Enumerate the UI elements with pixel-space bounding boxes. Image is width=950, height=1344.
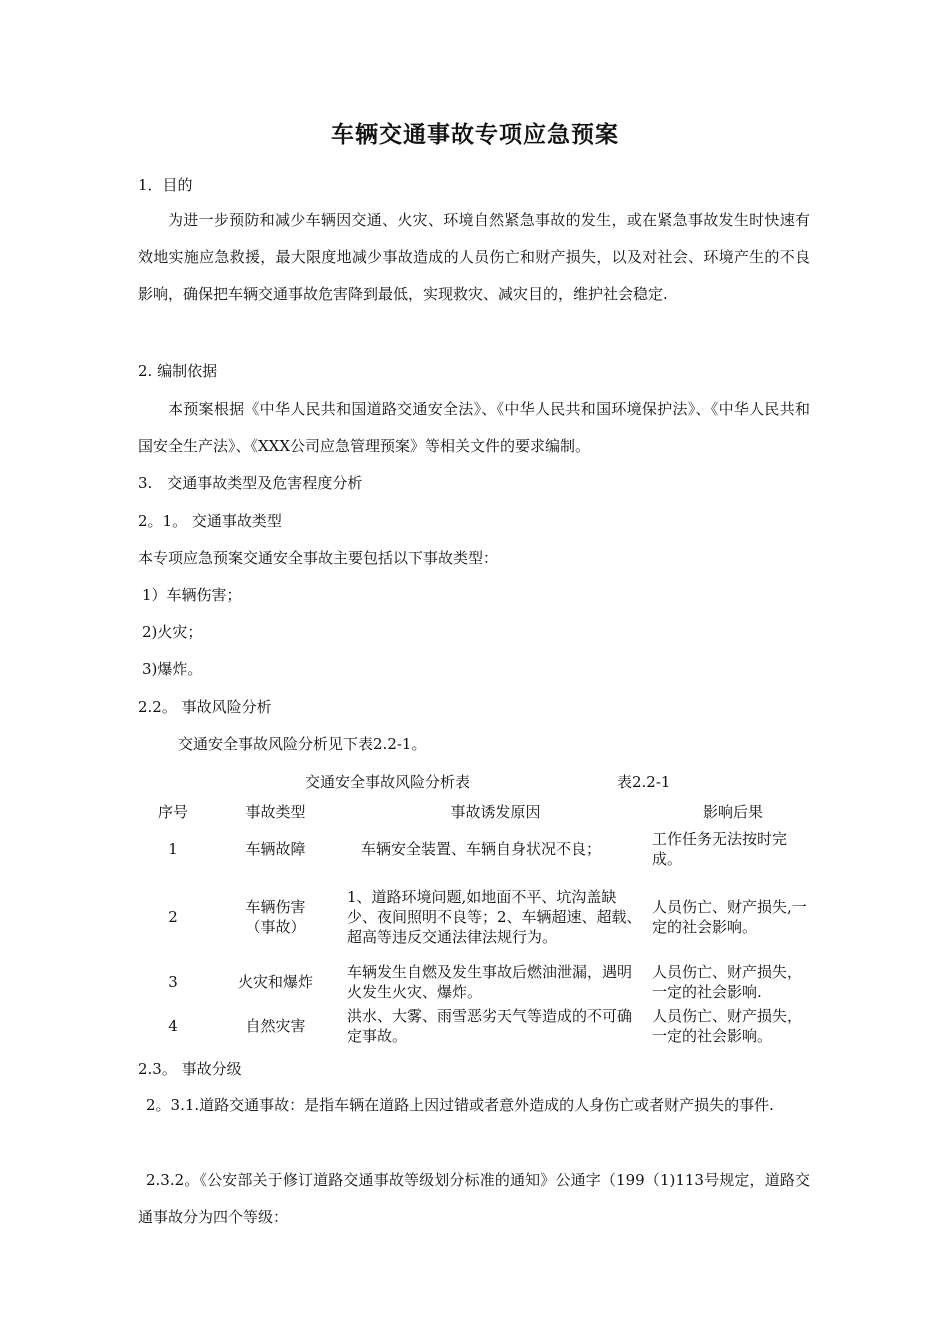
accident-type-item: 2)火灾； — [142, 623, 203, 641]
header-cell-cause: 事故诱发原因 — [450, 803, 541, 821]
header-cell-effect: 影响后果 — [702, 803, 763, 821]
document-title: 车辆交通事故专项应急预案 — [331, 122, 619, 148]
cell-number: 1 — [168, 840, 178, 858]
accident-type-item: 1）车辆伤害； — [142, 586, 242, 604]
table-header-row — [138, 800, 818, 824]
section-1-heading: 1．目的 — [138, 176, 193, 194]
section-3-heading: 3. 交通事故类型及危害程度分析 — [138, 474, 363, 492]
cell-effect: 人员伤亡、财产损失,一定的社会影响。 — [652, 898, 807, 936]
section-2-heading: 2. 编制依据 — [138, 362, 218, 380]
cell-number: 2 — [168, 908, 178, 926]
section-3-2-intro: 交通安全事故风险分析见下表2.2-1。 — [178, 735, 427, 753]
table-row — [138, 1004, 818, 1048]
accident-type-item: 3)爆炸。 — [142, 660, 203, 678]
cell-type: 自然灾害 — [245, 1017, 306, 1035]
header-cell-number: 序号 — [157, 803, 188, 821]
cell-cause: 车辆安全装置、车辆自身状况不良； — [361, 840, 602, 858]
cell-effect: 人员伤亡、财产损失，一定的社会影响。 — [652, 1007, 803, 1045]
table-row — [138, 824, 818, 874]
cell-type: 火灾和爆炸 — [237, 973, 313, 991]
risk-analysis-table — [138, 800, 818, 1048]
cell-effect: 工作任务无法按时完成。 — [652, 830, 788, 868]
section-3-3-1-text: 2。3.1.道路交通事故：是指车辆在道路上因过错或者意外造成的人身伤亡或者财产损失的事件. — [146, 1096, 774, 1114]
cell-type: 车辆伤害（事故） — [245, 898, 306, 936]
section-3-1-intro: 本专项应急预案交通安全事故主要包括以下事故类型： — [138, 549, 499, 567]
cell-type: 车辆故障 — [245, 840, 306, 858]
section-3-3-heading: 2.3。 事故分级 — [138, 1060, 242, 1078]
section-1-body: 为进一步预防和减少车辆因交通、火灾、环境自然紧急事故的发生，或在紧急事故发生时快速有效地实施应急救援，最大限度地减少事故造成的人员伤亡和财产损失，以及对社会、环境产生的不良影响，确保把车辆交通事故危害降到最低，实现救灾、减灾目的，维护社会稳定. — [138, 211, 810, 303]
cell-number: 4 — [168, 1017, 178, 1035]
section-3-2-heading: 2.2。 事故风险分析 — [138, 698, 272, 716]
cell-cause: 车辆发生自燃及发生事故后燃油泄漏，遇明火发生火灾、爆炸。 — [347, 963, 633, 1001]
cell-effect: 人员伤亡、财产损失，一定的社会影响. — [652, 963, 803, 1001]
cell-cause: 1、道路环境问题,如地面不平、坑沟盖缺少、夜间照明不良等；2、车辆超速、超载、超高等违反交通法律法规行为。 — [347, 888, 642, 946]
cell-number: 3 — [168, 973, 178, 991]
table-caption: 交通安全事故风险分析表 — [305, 773, 471, 791]
section-3-3-2-text: 2.3.2。《公安部关于修订道路交通事故等级划分标准的通知》公通字（199（1)113号规定，道路交通事故分为四个等级： — [138, 1171, 810, 1226]
section-2-body: 本预案根据《中华人民共和国道路交通安全法》、《中华人民共和国环境保护法》、《中华人民共和国安全生产法》、《XXX公司应急管理预案》等相关文件的要求编制。 — [138, 400, 810, 455]
table-number: 表2.2-1 — [617, 773, 671, 791]
section-3-1-heading: 2。1。 交通事故类型 — [138, 512, 282, 530]
table-row — [138, 960, 818, 1004]
cell-cause: 洪水、大雾、雨雪恶劣天气等造成的不可确定事故。 — [347, 1007, 633, 1045]
header-cell-type: 事故类型 — [245, 803, 306, 821]
table-row — [138, 874, 818, 960]
